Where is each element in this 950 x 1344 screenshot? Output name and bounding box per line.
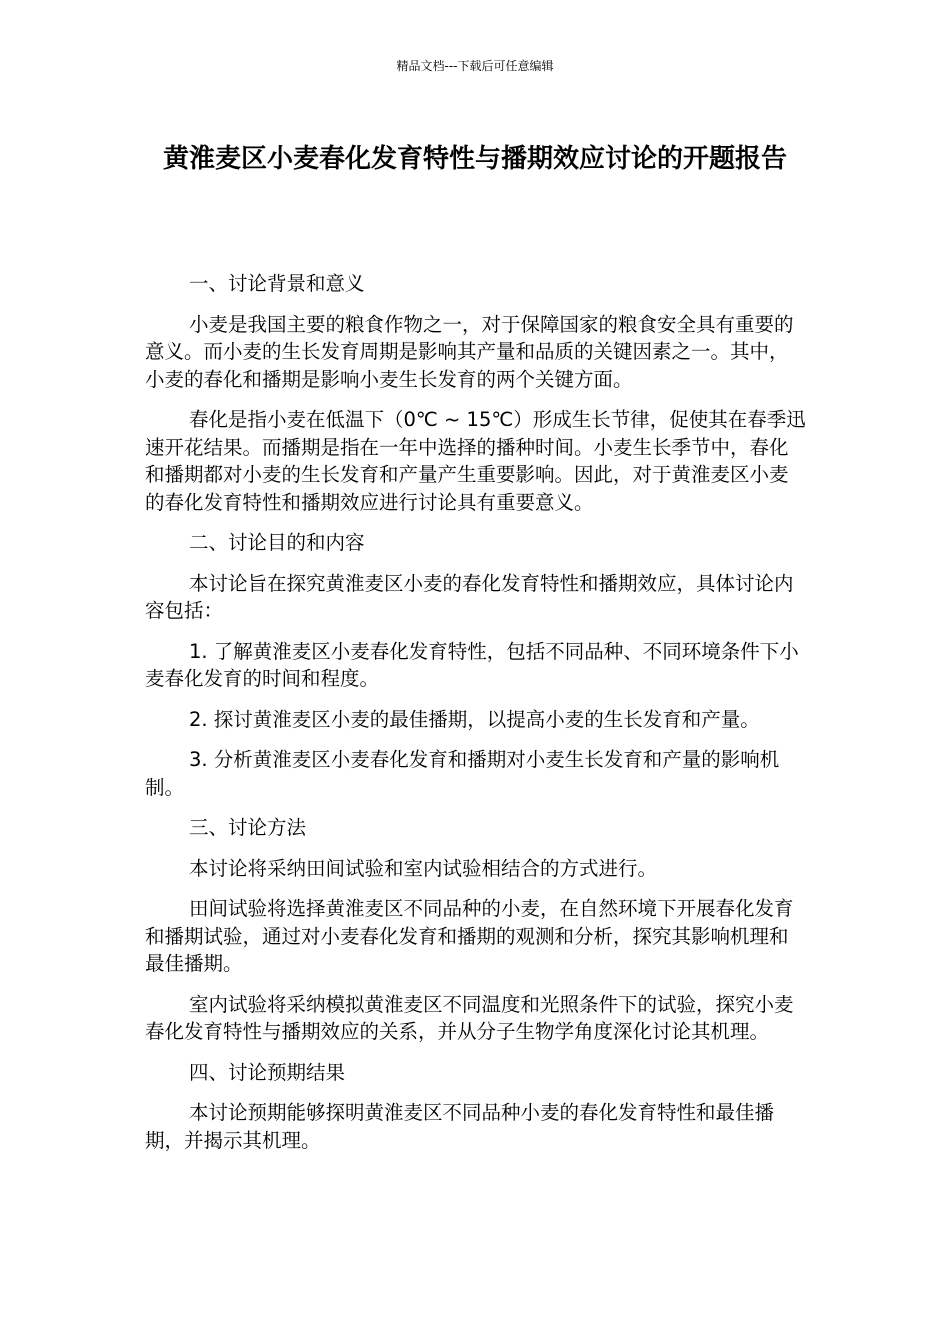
- list-item: 2. 探讨黄淮麦区小麦的最佳播期，以提高小麦的生长发育和产量。: [189, 707, 760, 731]
- section-heading-methods: 三、讨论方法: [189, 816, 307, 839]
- list-item: 3. 分析黄淮麦区小麦春化发育和播期对小麦生长发育和产量的影响机制。: [145, 748, 780, 799]
- paragraph: 本讨论预期能够探明黄淮麦区不同品种小麦的春化发育特性和最佳播期，并揭示其机理。: [145, 1101, 775, 1152]
- section-heading-expected-results: 四、讨论预期结果: [189, 1060, 346, 1084]
- document-title: 黄淮麦区小麦春化发育特性与播期效应讨论的开题报告: [162, 144, 787, 174]
- document-body: [145, 270, 807, 1167]
- paragraph: 本讨论将采纳田间试验和室内试验相结合的方式进行。: [189, 856, 658, 880]
- section-heading-objectives: 二、讨论目的和内容: [189, 531, 365, 554]
- section-heading-background: 一、讨论背景和意义: [189, 272, 365, 295]
- list-item: 1. 了解黄淮麦区小麦春化发育特性，包括不同品种、不同环境条件下小麦春化发育的时间和程度。: [145, 639, 799, 690]
- paragraph: 本讨论旨在探究黄淮麦区小麦的春化发育特性和播期效应，具体讨论内容包括：: [145, 571, 794, 622]
- header-note: 精品文档---下载后可任意编辑: [396, 59, 554, 73]
- paragraph: 室内试验将采纳模拟黄淮麦区不同温度和光照条件下的试验，探究小麦春化发育特性与播期效应的关系，并从分子生物学角度深化讨论其机理。: [145, 992, 794, 1043]
- paragraph: 春化是指小麦在低温下（0℃ ~ 15℃）形成生长节律，促使其在春季迅速开花结果。而播期是指在一年中选择的播种时间。小麦生长季节中，春化和播期都对小麦的生长发育和产量产生重要影响。因此，对于黄淮麦区小麦的春化发育特性和播期效应进行讨论具有重要意义。: [145, 408, 806, 514]
- paragraph: 田间试验将选择黄淮麦区不同品种的小麦，在自然环境下开展春化发育和播期试验，通过对小麦春化发育和播期的观测和分析，探究其影响机理和最佳播期。: [145, 897, 794, 975]
- paragraph: 小麦是我国主要的粮食作物之一，对于保障国家的粮食安全具有重要的意义。而小麦的生长发育周期是影响其产量和品质的关键因素之一。其中，小麦的春化和播期是影响小麦生长发育的两个关键方面。: [145, 312, 794, 391]
